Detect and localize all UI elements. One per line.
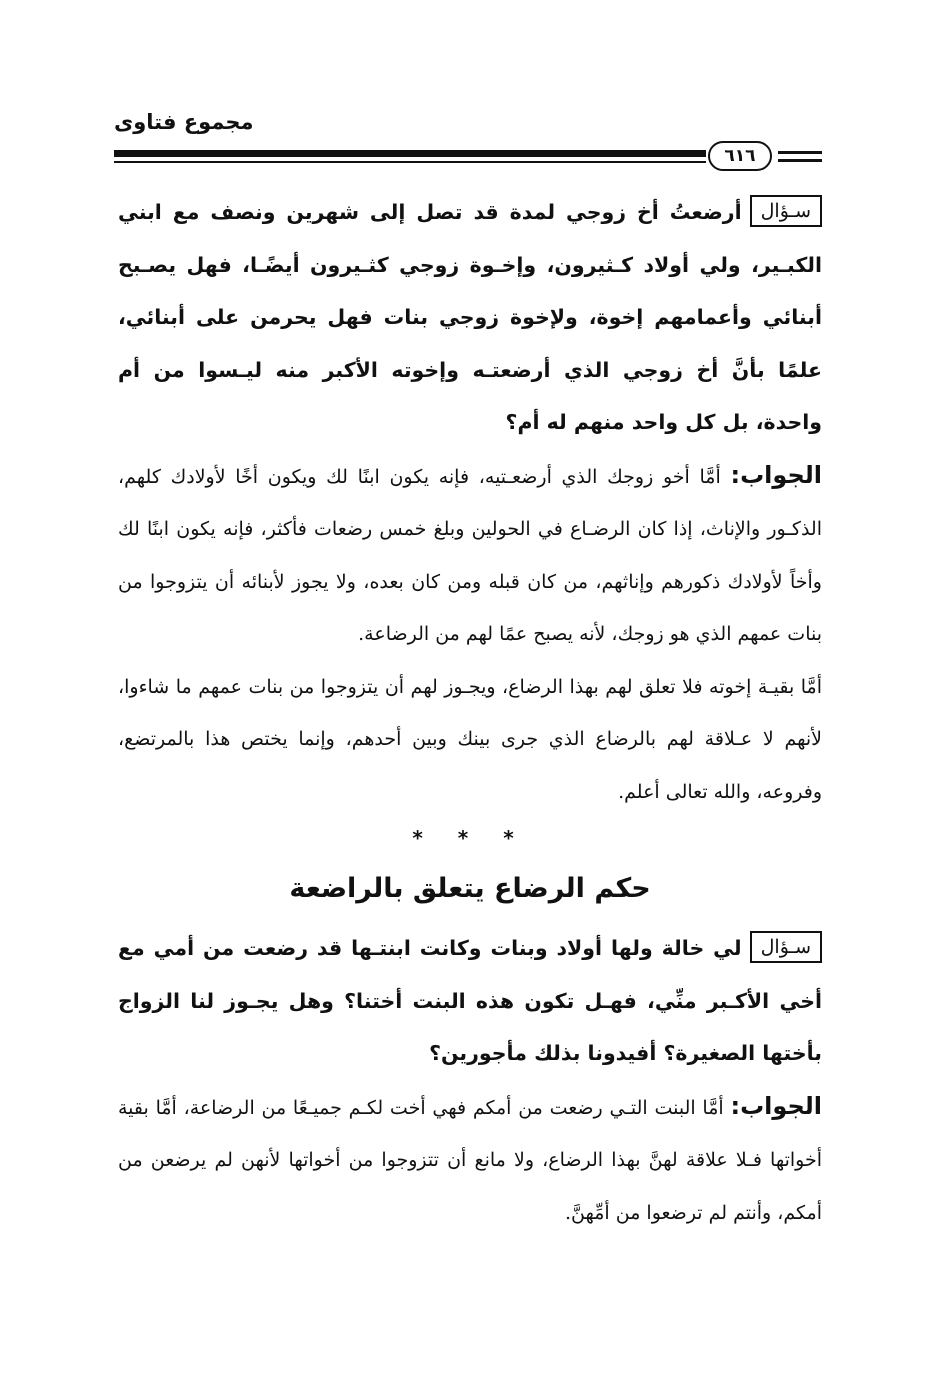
question-2: [118, 922, 822, 1080]
section-separator: * * *: [412, 826, 528, 850]
answer-paragraph: أمَّا أخو زوجك الذي أرضعـتيه، فإنه يكون ابنًا لك ويكون أخًا لأولادك كلهم، الذكـور والإناث، إذا كان الرضـاع في الحولين وبلغ خمس رضعات فأكثر، فإنه يكون ابنًا لك وأخاً لأولادك ذكورهم وإناثهم، من كان قبله ومن كان بعده، ولا يجوز لأبنائه أن يتزوجوا من بنات عمهم الذي هو زوجك، لأنه يصبح عمًا لهم من الرضاعة.: [118, 465, 822, 645]
answer-1: [118, 449, 822, 661]
question-text: لي خالة ولها أولاد وبنات وكانت ابنتـها قد رضعت من أمي مع أخي الأكـبر منِّي، فهـل تكون هذه البنت أختنا؟ وهل يجـوز لنا الزواج بأختها الصغيرة؟ أفيدونا بذلك مأجورين؟: [118, 936, 822, 1065]
question-1: [118, 186, 822, 449]
section-heading: حكم الرضاع يتعلق بالراضعة: [289, 873, 651, 904]
answer-2: [118, 1080, 822, 1240]
header-rule-right-lower: [778, 159, 822, 162]
answer-paragraph: أمَّا البنت التـي رضعت من أمكم فهي أخت لكـم جميـعًا من الرضاعة، أمَّا بقية أخواتها فـلا علاقة لهنَّ بهذا الرضاع، ولا مانع أن تتزوجوا من أخواتها لأنهن لم يرضعن من أمكم، وأنتم لم ترضعوا من أمِّهنَّ.: [118, 1096, 822, 1224]
answer-1-continued: [118, 661, 822, 819]
header-rule-right-upper: [778, 151, 822, 154]
answer-paragraph: أمَّا بقيـة إخوته فلا تعلق لهم بهذا الرضاع، ويجـوز لهم أن يتزوجوا من بنات عمهم ما شاءوا، لأنهم لا عـلاقة لهم بالرضاع الذي جرى بينك وبين أحدهم، وإنما يختص هذا بالمرتضع، وفروعه، والله تعالى أعلم.: [118, 675, 822, 803]
question-text: أرضعتُ أخ زوجي لمدة قد تصل إلى شهرين ونصف مع ابني الكبـير، ولي أولاد كـثيرون، وإخـوة زوجي كثـيرون أيضًـا، فهل يصـبح أبنائي وأعمامهم إخوة، ولإخوة زوجي بنات فهل يحرمن على أبنائي، علمًا بأنَّ أخ زوجي الذي أرضعتـه وإخوته الأكبر منه ليـسوا من أم واحدة، بل كل واحد منهم له أم؟: [118, 200, 822, 434]
answer-label: الجواب:: [730, 1091, 822, 1120]
running-header-title: مجموع فتاوى: [114, 110, 254, 134]
question-label: سـؤال: [750, 195, 822, 227]
answer-label: الجواب:: [730, 460, 822, 489]
page-number: ٦١٦: [708, 141, 772, 171]
page-content: [118, 186, 822, 1239]
header-rule-thin: [114, 161, 706, 163]
question-label: سـؤال: [750, 931, 822, 963]
header-rule-thick: [114, 150, 706, 157]
